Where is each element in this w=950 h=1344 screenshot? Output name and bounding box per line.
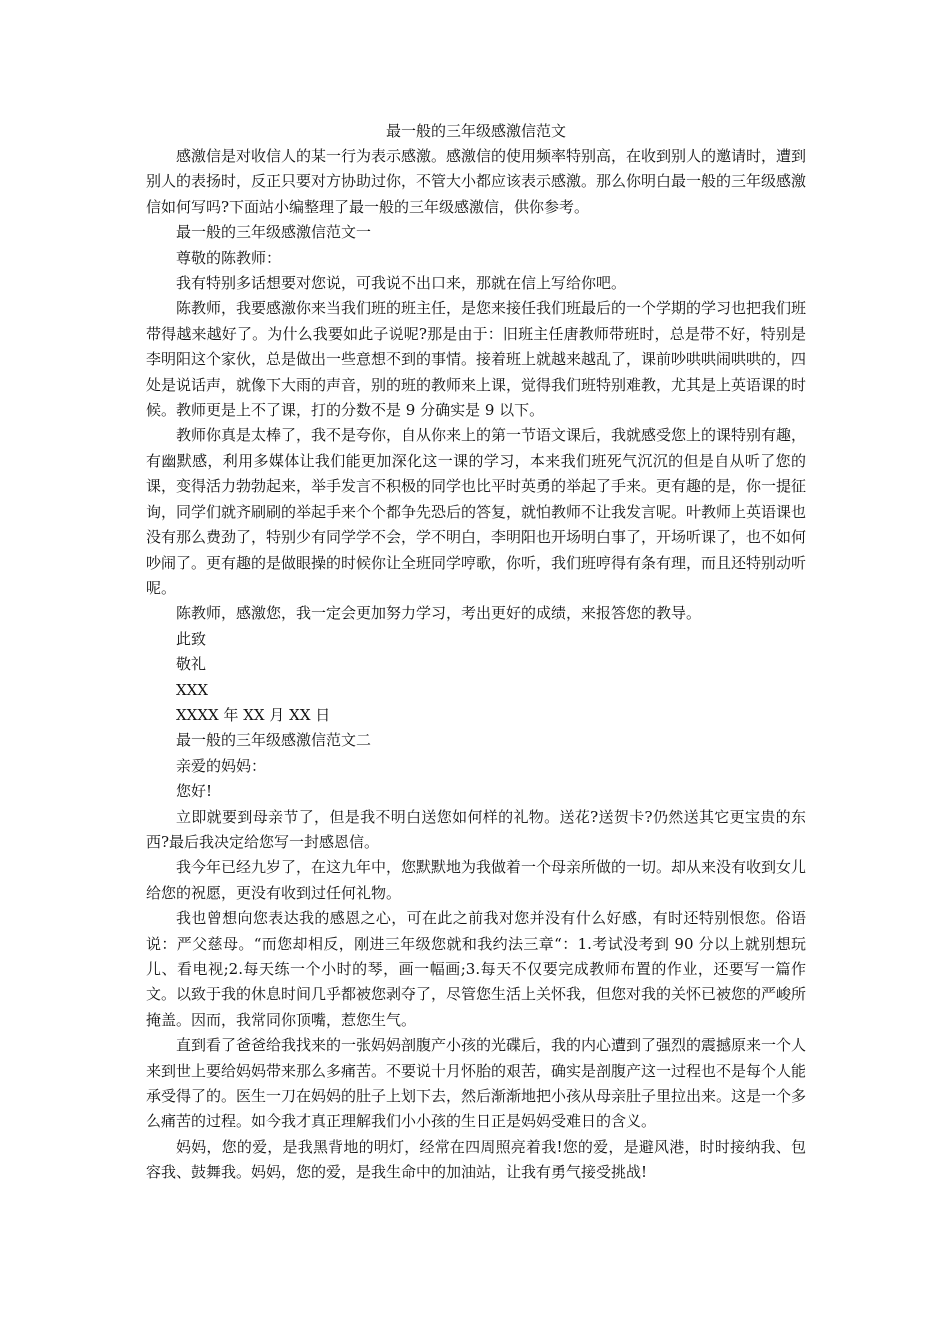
- letter1-paragraph-1: 我有特别多话想要对您说，可我说不出口来，那就在信上写给你吧。: [176, 274, 627, 293]
- letter1-closing-1: 此致: [176, 629, 207, 648]
- letter2-paragraph-4: 直到看了爸爸给我找来的一张妈妈剖腹产小孩的光碟后，我的内心遭到了强烈的震撼原来一个人来到世上要给妈妈带来那么多痛苦。不要说十月怀胎的艰苦，确实是剖腹产这一过程也不是每个人能承受得了的。医生一刀在妈妈的肚子上划下去，然后渐渐地把小孩从母亲肚子里拉出来。这是一个多么痛苦的过程。如今我才真正理解我们小小孩的生日正是妈妈受难日的含义。: [146, 1036, 807, 1131]
- document-page: [146, 118, 806, 1186]
- letter1-heading: 最一般的三年级感激信范文一: [176, 223, 372, 242]
- letter2-paragraph-1: 立即就要到母亲节了，但是我不明白送您如何样的礼物。送花?送贺卡?仍然送其它更宝贵的东西?最后我决定给您写一封感恩信。: [146, 807, 806, 851]
- document-title: 最一般的三年级感激信范文: [385, 122, 566, 140]
- letter2-paragraph-5: 妈妈，您的爱，是我黑背地的明灯，经常在四周照亮着我!您的爱，是避风港，时时接纳我、包容我、鼓舞我。妈妈，您的爱，是我生命中的加油站，让我有勇气接受挑战!: [146, 1137, 806, 1182]
- letter1-date: XXXX 年 XX 月 XX 日: [176, 705, 331, 724]
- letter2-salutation: 亲爱的妈妈：: [176, 756, 267, 775]
- letter1-paragraph-3: 教师你真是太棒了，我不是夸你，自从你来上的第一节语文课后，我就感受您上的课特别有趣，有幽默感，利用多媒体让我们能更加深化这一课的学习，本来我们班死气沉沉的但是自从听了您的课，变得活力勃勃起来，举手发言不积极的同学也比平时英勇的举起了手来。更有趣的是，你一提征询，同学们就齐刷刷的举起手来个个都争先恐后的答复，就怕教师不让我发言呢。叶教师上英语课也没有那么费劲了，特别少有同学学不会，学不明白，李明阳也开场明白事了，开场听课了，也不如何吵闹了。更有趣的是做眼操的时候你让全班同学哼歌，你听，我们班哼得有条有理，而且还特别动听呢。: [146, 426, 807, 597]
- letter1-paragraph-2: 陈教师，我要感激你来当我们班的班主任，是您来接任我们班最后的一个学期的学习也把我们班带得越来越好了。为什么我要如此子说呢?那是由于：旧班主任唐教师带班时，总是带不好，特别是李明阳这个家伙，总是做出一些意想不到的事情。接着班上就越来越乱了，课前吵哄哄闹哄哄的，四处是说话声，就像下大雨的声音，别的班的教师来上课，觉得我们班特别难教，尤其是上英语课的时候。教师更是上不了课，打的分数不是 9 分确实是 9 以下。: [146, 299, 807, 420]
- letter1-signature: XXX: [176, 680, 209, 699]
- letter1-salutation: 尊敬的陈教师：: [176, 248, 282, 267]
- letter2-paragraph-3: 我也曾想向您表达我的感恩之心，可在此之前我对您并没有什么好感，有时还特别恨您。俗语说：严父慈母。“而您却相反，刚进三年级您就和我约法三章“：1.考试没考到 90 分以上就别想玩儿、看电视;2.每天练一个小时的琴，画一幅画;3.每天不仅要完成教师布置的作业，还要写一篇作文。以致于我的休息时间几乎都被您剥夺了，尽管您生活上关怀我，但您对我的关怀已被您的严峻所掩盖。因而，我常同你顶嘴，惹您生气。: [146, 909, 807, 1029]
- intro-paragraph: 感激信是对收信人的某一行为表示感激。感激信的使用频率特别高，在收到别人的邀请时，遭到别人的表扬时，反正只要对方协助过你，不管大小都应该表示感激。那么你明白最一般的三年级感激信如何写吗?下面站小编整理了最一般的三年级感激信，供你参考。: [146, 147, 807, 216]
- letter2-greeting: 您好!: [176, 782, 213, 801]
- letter1-closing-2: 敬礼: [176, 655, 207, 674]
- letter1-paragraph-4: 陈教师，感激您，我一定会更加努力学习，考出更好的成绩，来报答您的教导。: [176, 604, 702, 623]
- letter2-heading: 最一般的三年级感激信范文二: [176, 731, 372, 750]
- letter2-paragraph-2: 我今年已经九岁了，在这九年中，您默默地为我做着一个母亲所做的一切。却从来没有收到女儿给您的祝愿，更没有收到过任何礼物。: [146, 858, 807, 902]
